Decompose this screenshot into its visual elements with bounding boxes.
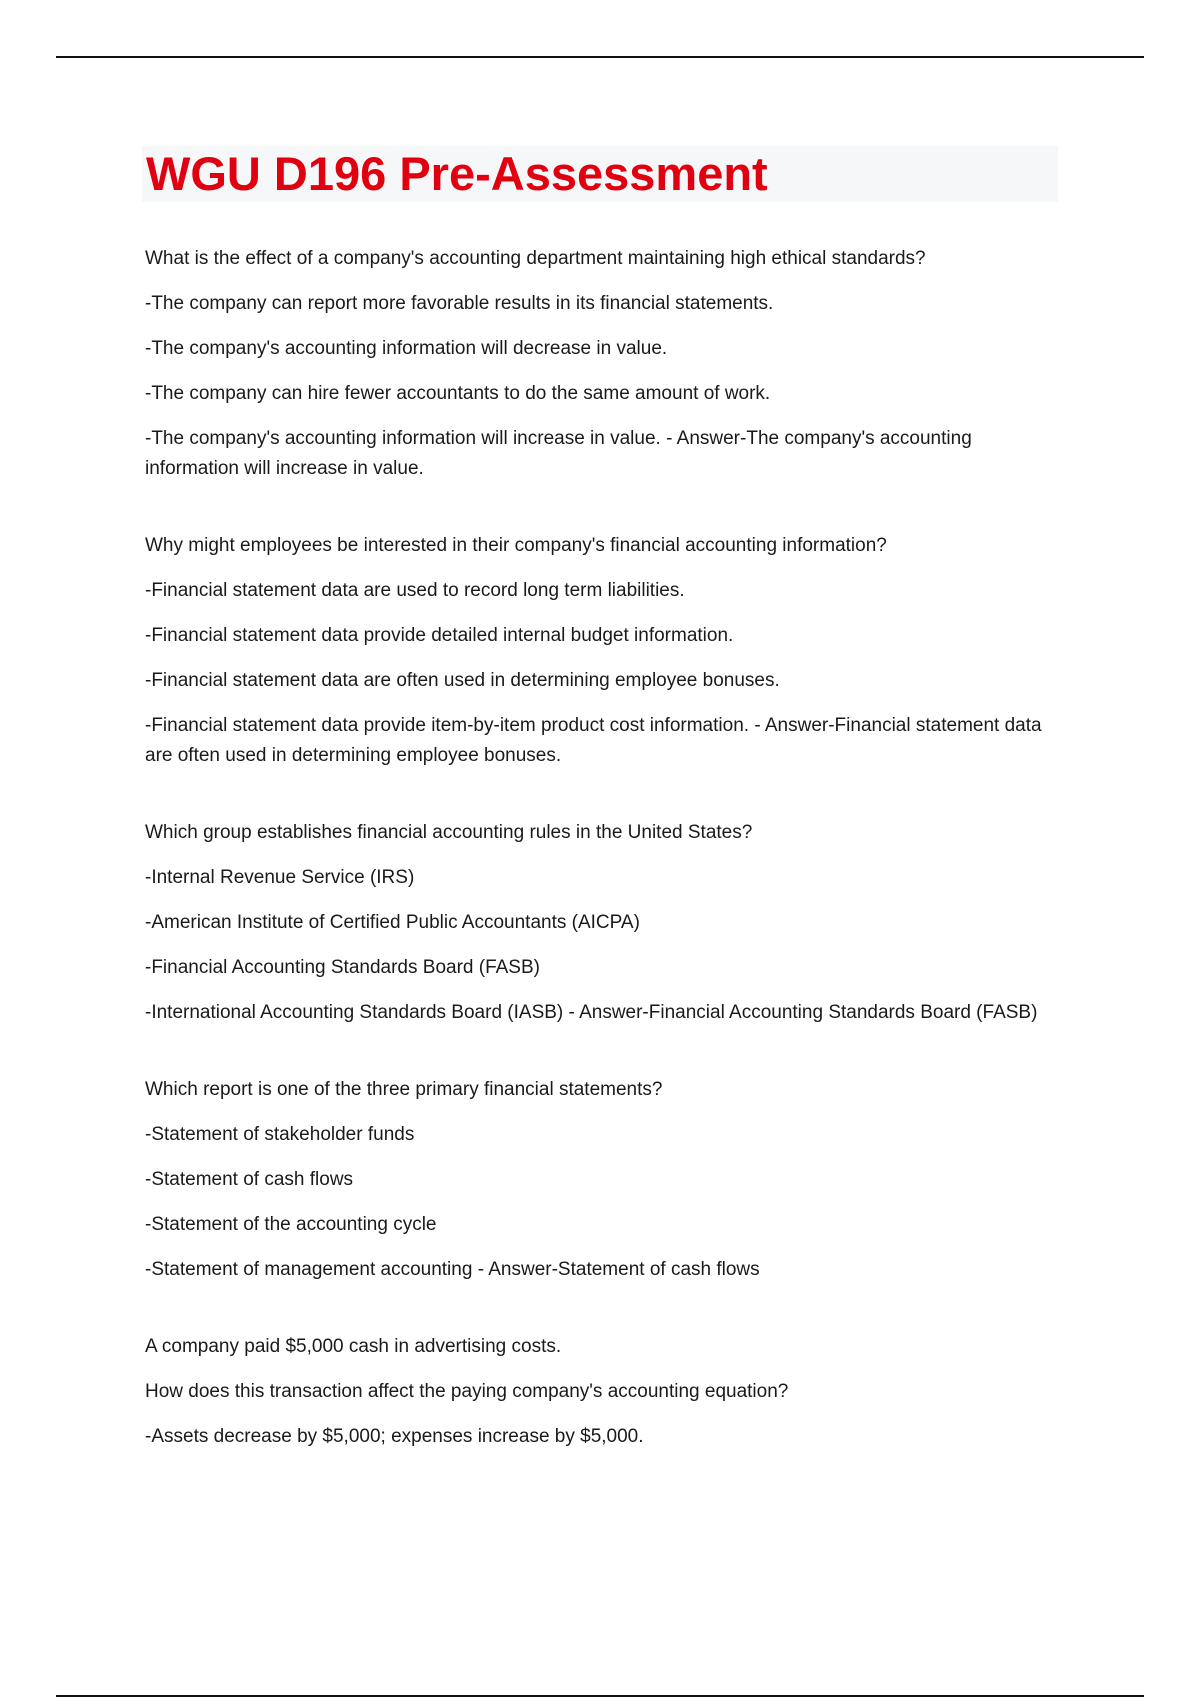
- question-block: [145, 818, 1045, 1028]
- question-text: Which group establishes financial accounting rules in the United States?: [145, 822, 753, 843]
- footer-rule: [56, 1695, 1144, 1697]
- answer-option: -Financial statement data are often used in determining employee bonuses.: [145, 670, 780, 691]
- answer-option: -Statement of cash flows: [145, 1169, 354, 1190]
- answer-option: -Financial statement data are used to record long term liabilities.: [145, 580, 685, 601]
- question-text: A company paid $5,000 cash in advertising costs.: [145, 1336, 562, 1357]
- answer-option-with-answer: -Financial statement data provide item-by-item product cost information. - Answer-Financial statement data are often used in determining employee bonuses.: [145, 715, 1042, 766]
- answer-option-with-answer: -Statement of management accounting - Answer-Statement of cash flows: [145, 1259, 760, 1280]
- answer-option-with-answer: -The company's accounting information will increase in value. - Answer-The company's accounting information will increase in value.: [145, 428, 972, 479]
- answer-option: -American Institute of Certified Public Accountants (AICPA): [145, 912, 640, 933]
- answer-option: -Internal Revenue Service (IRS): [145, 867, 415, 888]
- answer-option-with-answer: -International Accounting Standards Board (IASB) - Answer-Financial Accounting Standards Board (FASB): [145, 1002, 1038, 1023]
- answer-option: -Statement of stakeholder funds: [145, 1124, 415, 1145]
- question-text: What is the effect of a company's accounting department maintaining high ethical standards?: [145, 248, 926, 269]
- answer-option: -Financial Accounting Standards Board (FASB): [145, 957, 540, 978]
- answer-option: -The company's accounting information will decrease in value.: [145, 338, 668, 359]
- question-text: How does this transaction affect the paying company's accounting equation?: [145, 1381, 789, 1402]
- question-block: [145, 1332, 1045, 1452]
- question-list: [145, 244, 1045, 1452]
- answer-option: -Statement of the accounting cycle: [145, 1214, 437, 1235]
- document-title: WGU D196 Pre-Assessment: [146, 147, 768, 200]
- question-block: [145, 1075, 1045, 1285]
- question-block: [145, 531, 1045, 771]
- answer-option: -The company can hire fewer accountants to do the same amount of work.: [145, 383, 771, 404]
- answer-option: -The company can report more favorable results in its financial statements.: [145, 293, 774, 314]
- question-text: Why might employees be interested in their company's financial accounting information?: [145, 535, 887, 556]
- question-block: [145, 244, 1045, 484]
- answer-option: -Financial statement data provide detailed internal budget information.: [145, 625, 734, 646]
- question-text: Which report is one of the three primary financial statements?: [145, 1079, 663, 1100]
- header-rule: [56, 56, 1144, 58]
- answer-option: -Assets decrease by $5,000; expenses increase by $5,000.: [145, 1426, 644, 1447]
